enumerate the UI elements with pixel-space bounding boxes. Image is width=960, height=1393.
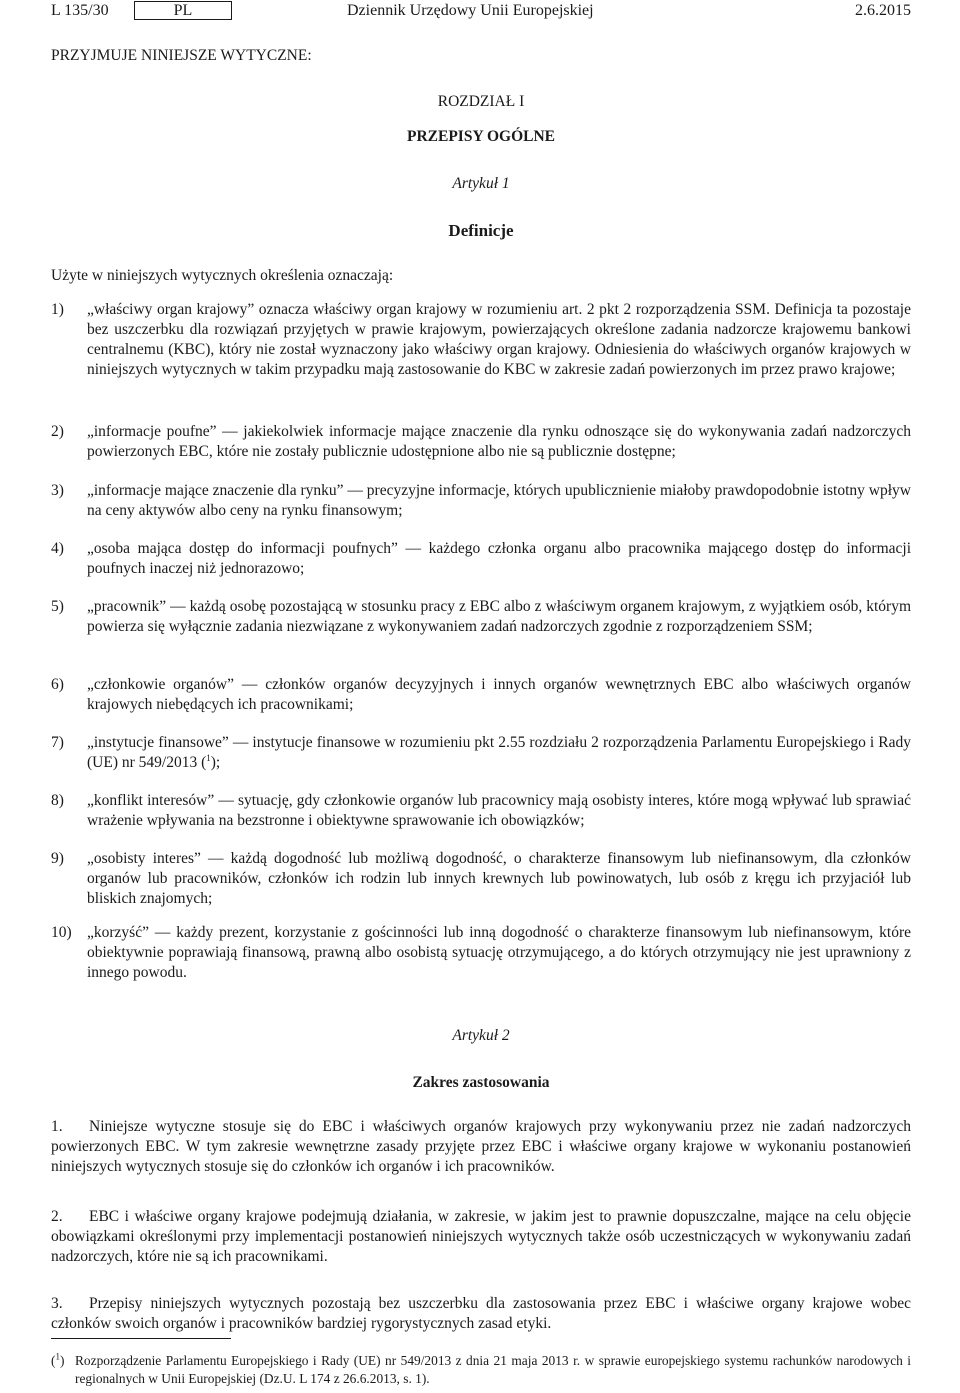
chapter-title: PRZEPISY OGÓLNE xyxy=(407,128,555,145)
language-box: PL xyxy=(134,1,232,20)
paragraph-text: Niniejsze wytyczne stosuje się do EBC i właściwych organów krajowych przy wykonywaniu przez nie zadań nadzorczych powierzonych EBC. W tym zakresie wewnętrzne zasady przyjęte przez EBC i właściwe organy krajowe w wykonaniu postanowień niniejszych wytycznych stosuje się do członków ich organów i ich pracowników. xyxy=(51,1118,911,1175)
item-number: 3) xyxy=(51,482,64,499)
publication-date: 2.6.2015 xyxy=(855,2,911,19)
item-text: „informacje poufne” — jakiekolwiek informacje mające znaczenie dla rynku odnoszące się do wykonywania zadań nadzorczych powierzonych EBC, które nie zostały publicznie udostępnione albo nie są publicznie dostępne; xyxy=(87,423,911,460)
footnote-text: Rozporządzenie Parlamentu Europejskiego i Rady (UE) nr 549/2013 z dnia 21 maja 2013 r. w sprawie europejskiego systemu rachunków narodowych i regionalnych w Unii Europejskiej (Dz.U. L 174 z 26.6.2013, s. 1). xyxy=(75,1353,911,1386)
item-number: 5) xyxy=(51,598,64,615)
page-header xyxy=(51,1,911,23)
item-text-tail: ; xyxy=(215,754,221,771)
article-2-title: Zakres zastosowania xyxy=(412,1074,550,1091)
definition-item xyxy=(51,481,911,521)
definition-item xyxy=(51,422,911,462)
footnote-mark: ($^1$) xyxy=(51,1351,65,1368)
item-number: 10) xyxy=(51,924,72,941)
item-number: 9) xyxy=(51,850,64,867)
footnote-reference[interactable]: 1 xyxy=(206,752,211,763)
definition-item xyxy=(51,675,911,715)
item-text-body: „instytucje finansowe” — instytucje finansowe w rozumieniu pkt 2.55 rozdziału 2 rozporządzenia Parlamentu Europejskiego i Rady (UE) nr 549/2013 xyxy=(87,734,911,771)
item-number: 2) xyxy=(51,423,64,440)
article-paragraph xyxy=(51,1294,911,1334)
footnote xyxy=(51,1352,911,1388)
definition-item xyxy=(51,791,911,831)
oj-number: L 135/30 xyxy=(51,2,109,19)
item-number: 6) xyxy=(51,676,64,693)
paragraph-number: 2. xyxy=(51,1208,63,1225)
article-1-label: Artykuł 1 xyxy=(452,175,510,192)
item-text: „pracownik” — każdą osobę pozostającą w stosunku pracy z EBC albo z właściwym organem krajowym, z wyjątkiem osób, którym powierza się wyłącznie zadania niezwiązane z wykonywaniem zadań nadzorczych zgodnie z rozporządzeniem SSM; xyxy=(87,598,911,635)
item-text: „instytucje finansowe” — instytucje finansowe w rozumieniu pkt 2.55 rozdziału 2 rozporządzenia Parlamentu Europejskiego i Rady (UE) nr 549/2013 ($^1$); xyxy=(87,734,911,771)
definition-item xyxy=(51,923,911,983)
definition-item xyxy=(51,597,911,637)
definition-item xyxy=(51,849,911,909)
item-number: 1) xyxy=(51,301,64,318)
item-text: „korzyść” — każdy prezent, korzystanie z gościnności lub inną dogodność o charakterze finansowym lub niefinansowym, które obiektywnie poprawiają finansową, prawną albo osobistą sytuację otrzymującego, a do których otrzymujący nie jest uprawniony z innego powodu. xyxy=(87,924,911,981)
chapter-label: ROZDZIAŁ I xyxy=(437,93,525,110)
article-paragraph xyxy=(51,1117,911,1177)
footnote-mark-number: 1 xyxy=(55,1351,60,1362)
paragraph-text: Przepisy niniejszych wytycznych pozostają bez uszczerbku dla zastosowania przez EBC i właściwe organy krajowe wobec członków swoich organów i pracowników bardziej rygorystycznych zasad etyki. xyxy=(51,1295,911,1332)
item-text: „osobisty interes” — każdą dogodność lub możliwą dogodność, o charakterze finansowym lub niefinansowym, dla członków organów lub pracowników, członków ich rodzin lub innych krewnych lub powinowatych, lub osób z kręgu ich przyjaciół lub bliskich znajomych; xyxy=(87,850,911,907)
paragraph-number: 3. xyxy=(51,1295,63,1312)
article-2-label: Artykuł 2 xyxy=(452,1027,510,1044)
item-text: „informacje mające znaczenie dla rynku” — precyzyjne informacje, których upublicznienie miałoby prawdopodobnie istotny wpływ na ceny aktywów albo ceny na rynku finansowym; xyxy=(87,482,911,519)
item-text: „konflikt interesów” — sytuację, gdy członkowie organów lub pracownicy mają osobisty interes, które mogą wpływać lub sprawiać wrażenie wpływania na bezstronne i obiektywne sprawowanie ich obowiązków; xyxy=(87,792,911,829)
definition-item xyxy=(51,733,911,773)
item-text: „osoba mająca dostęp do informacji poufnych” — każdego członka organu albo pracownika mającego dostęp do informacji poufnych inaczej niż jednorazowo; xyxy=(87,540,911,577)
preamble: PRZYJMUJE NINIEJSZE WYTYCZNE: xyxy=(51,47,312,64)
item-text: „członkowie organów” — członków organów decyzyjnych i innych organów wewnętrznych EBC albo właściwych organów krajowych niebędących ich pracownikami; xyxy=(87,676,911,713)
item-number: 4) xyxy=(51,540,64,557)
article-1-title: Definicje xyxy=(448,221,514,240)
paragraph-text: EBC i właściwe organy krajowe podejmują działania, w zakresie, w jakim jest to prawnie dopuszczalne, mające na celu objęcie obowiązkami określonymi przy implementacji postanowień niniejszych wytycznych także osób uczestniczących w wykonywaniu zadań nadzorczych, które nie są ich pracownikami. xyxy=(51,1208,911,1265)
journal-title: Dziennik Urzędowy Unii Europejskiej xyxy=(347,2,594,19)
definitions-intro: Użyte w niniejszych wytycznych określenia oznaczają: xyxy=(51,267,394,284)
footnote-divider xyxy=(51,1338,231,1339)
paragraph-number: 1. xyxy=(51,1118,63,1135)
item-number: 8) xyxy=(51,792,64,809)
definition-item xyxy=(51,539,911,579)
item-text: „właściwy organ krajowy” oznacza właściwy organ krajowy w rozumieniu art. 2 pkt 2 rozporządzenia SSM. Definicja ta pozostaje bez uszczerbku dla rozwiązań przyjętych w prawie krajowym, powierzających określone zadania nadzorcze krajowemu bankowi centralnemu (KBC), który nie został wyznaczony jako właściwy organ krajowy. Odniesienia do właściwych organów krajowych w niniejszych wytycznych w takim przypadku mają zastosowanie do KBC w zakresie zadań powierzonych im przez prawo krajowe; xyxy=(87,301,911,378)
article-paragraph xyxy=(51,1207,911,1267)
item-number: 7) xyxy=(51,734,64,751)
definition-item xyxy=(51,300,911,380)
